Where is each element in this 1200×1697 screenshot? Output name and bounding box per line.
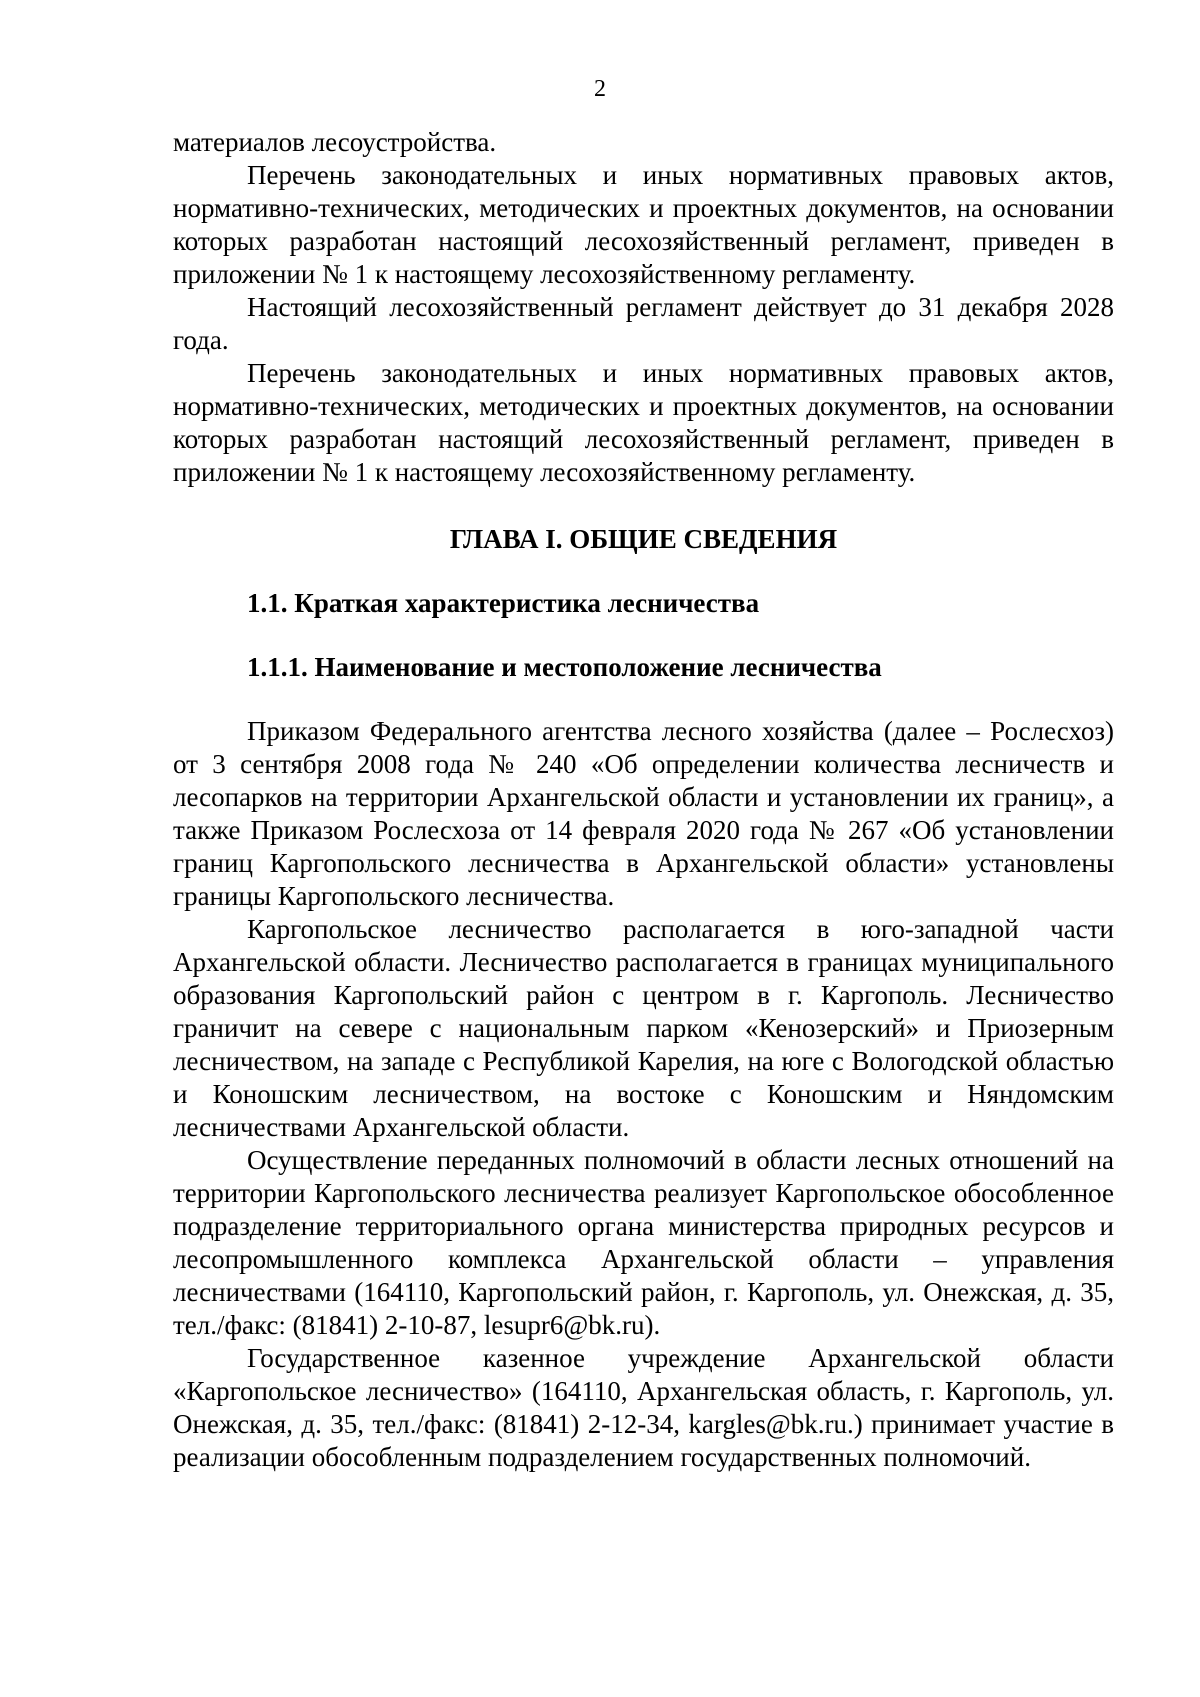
paragraph: Перечень законодательных и иных нормативных правовых актов, нормативно-технических, методических и проектных документов, на основании которых разработан настоящий лесохозяйственный регламент, приведен в приложении № 1 к настоящему лесохозяйственному регламенту. [173,358,1114,487]
paragraph: Перечень законодательных и иных нормативных правовых актов, нормативно-технических, методических и проектных документов, на основании которых разработан настоящий лесохозяйственный регламент, приведен в приложении № 1 к настоящему лесохозяйственному регламенту. [173,160,1114,289]
paragraph: материалов лесоустройства. [173,127,497,157]
section-heading: 1.1. Краткая характеристика лесничества [247,588,760,618]
chapter-heading: ГЛАВА I. ОБЩИЕ СВЕДЕНИЯ [449,524,838,554]
paragraph: Настоящий лесохозяйственный регламент действует до 31 декабря 2028 года. [173,292,1114,355]
paragraph: Осуществление переданных полномочий в области лесных отношений на территории Каргопольского лесничества реализует Каргопольское обособленное подразделение территориального органа министерства природных ресурсов и лесопромышленного комплекса Архангельской области – управления лесничествами (164110, Каргопольский район, г. Каргополь, ул. Онежская, д. 35, тел./факс: (81841) 2-10-87, lesupr6@bk.ru). [173,1145,1114,1340]
paragraph: Приказом Федерального агентства лесного хозяйства (далее – Рослесхоз) от 3 сентября 2008 года № 240 «Об определении количества лесничеств и лесопарков на территории Архангельской области и установлении их границ», а также Приказом Рослесхоза от 14 февраля 2020 года № 267 «Об установлении границ Каргопольского лесничества в Архангельской области» установлены границы Каргопольского лесничества. [173,716,1114,911]
paragraph: Каргопольское лесничество располагается в юго-западной части Архангельской области. Лесничество располагается в границах муниципального образования Каргопольский район с центром в г. Каргополь. Лесничество граничит на севере с национальным парком «Кенозерский» и Приозерным лесничеством, на западе с Республикой Карелия, на юге с Вологодской областью и Коношским лесничеством, на востоке с Коношским и Няндомским лесничествами Архангельской области. [173,914,1114,1142]
page-number: 2 [594,76,606,102]
subsection-heading: 1.1.1. Наименование и местоположение лесничества [247,652,882,682]
document-body [173,126,1114,1474]
paragraph: Государственное казенное учреждение Архангельской области «Каргопольское лесничество» (164110, Архангельская область, г. Каргополь, ул. Онежская, д. 35, тел./факс: (81841) 2-12-34, kargles@bk.ru.) принимает участие в реализации обособленным подразделением государственных полномочий. [173,1343,1114,1472]
